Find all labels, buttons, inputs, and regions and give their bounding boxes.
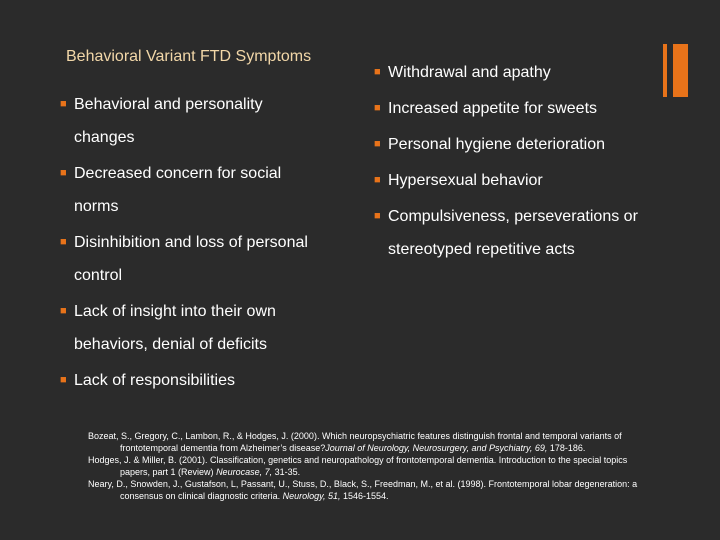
list-item: ■ Personal hygiene deterioration (374, 128, 674, 161)
slide-title: Behavioral Variant FTD Symptoms (66, 48, 312, 65)
square-bullet-icon: ■ (60, 167, 67, 179)
square-bullet-icon: ■ (374, 210, 381, 222)
reference-item: Bozeat, S., Gregory, C., Lambon, R., & Hodges, J. (2000). Which neuropsychiatric features distinguish frontal and temporal variants of frontotemporal dementia from Alzheimer’s disease?Journal of Neurology, Neurosurgery, and Psychiatry, 69, 178-186. (88, 431, 622, 453)
list-item: ■ Increased appetite for sweets (374, 92, 674, 125)
square-bullet-icon: ■ (374, 174, 381, 186)
square-bullet-icon: ■ (60, 236, 67, 248)
list-item: ■ Behavioral and personality changes (60, 88, 360, 154)
square-bullet-icon: ■ (374, 138, 381, 150)
list-item: ■ Lack of responsibilities (60, 364, 360, 397)
square-bullet-icon: ■ (374, 66, 381, 78)
square-bullet-icon: ■ (60, 305, 67, 317)
references (88, 430, 648, 502)
list-item: ■ Lack of insight into their own behaviors, denial of deficits (60, 295, 360, 361)
list-item: ■ Hypersexual behavior (374, 164, 674, 197)
left-symptom-list (60, 88, 360, 397)
reference-item: Neary, D., Snowden, J., Gustafson, L, Passant, U., Stuss, D., Black, S., Freedman, M., et al. (1998). Frontotemporal lobar degeneration: a consensus on clinical diagnostic criteria. Neurology, 51, 1546-1554. (88, 479, 638, 501)
list-item: ■ Disinhibition and loss of personal control (60, 226, 360, 292)
list-item: ■ Decreased concern for social norms (60, 157, 360, 223)
square-bullet-icon: ■ (60, 374, 67, 386)
list-item: ■ Withdrawal and apathy (374, 56, 674, 89)
list-item: ■ Compulsiveness, perseverations or stereotyped repetitive acts (374, 200, 674, 266)
square-bullet-icon: ■ (60, 98, 67, 110)
right-symptom-list (374, 56, 674, 266)
square-bullet-icon: ■ (374, 102, 381, 114)
reference-item: Hodges, J. & Miller, B. (2001). Classification, genetics and neuropathology of frontotemporal dementia. Introduction to the special topics papers, part 1 (Review) Neurocase, 7, 31-35. (88, 455, 628, 477)
accent-bar-thick (673, 44, 688, 97)
